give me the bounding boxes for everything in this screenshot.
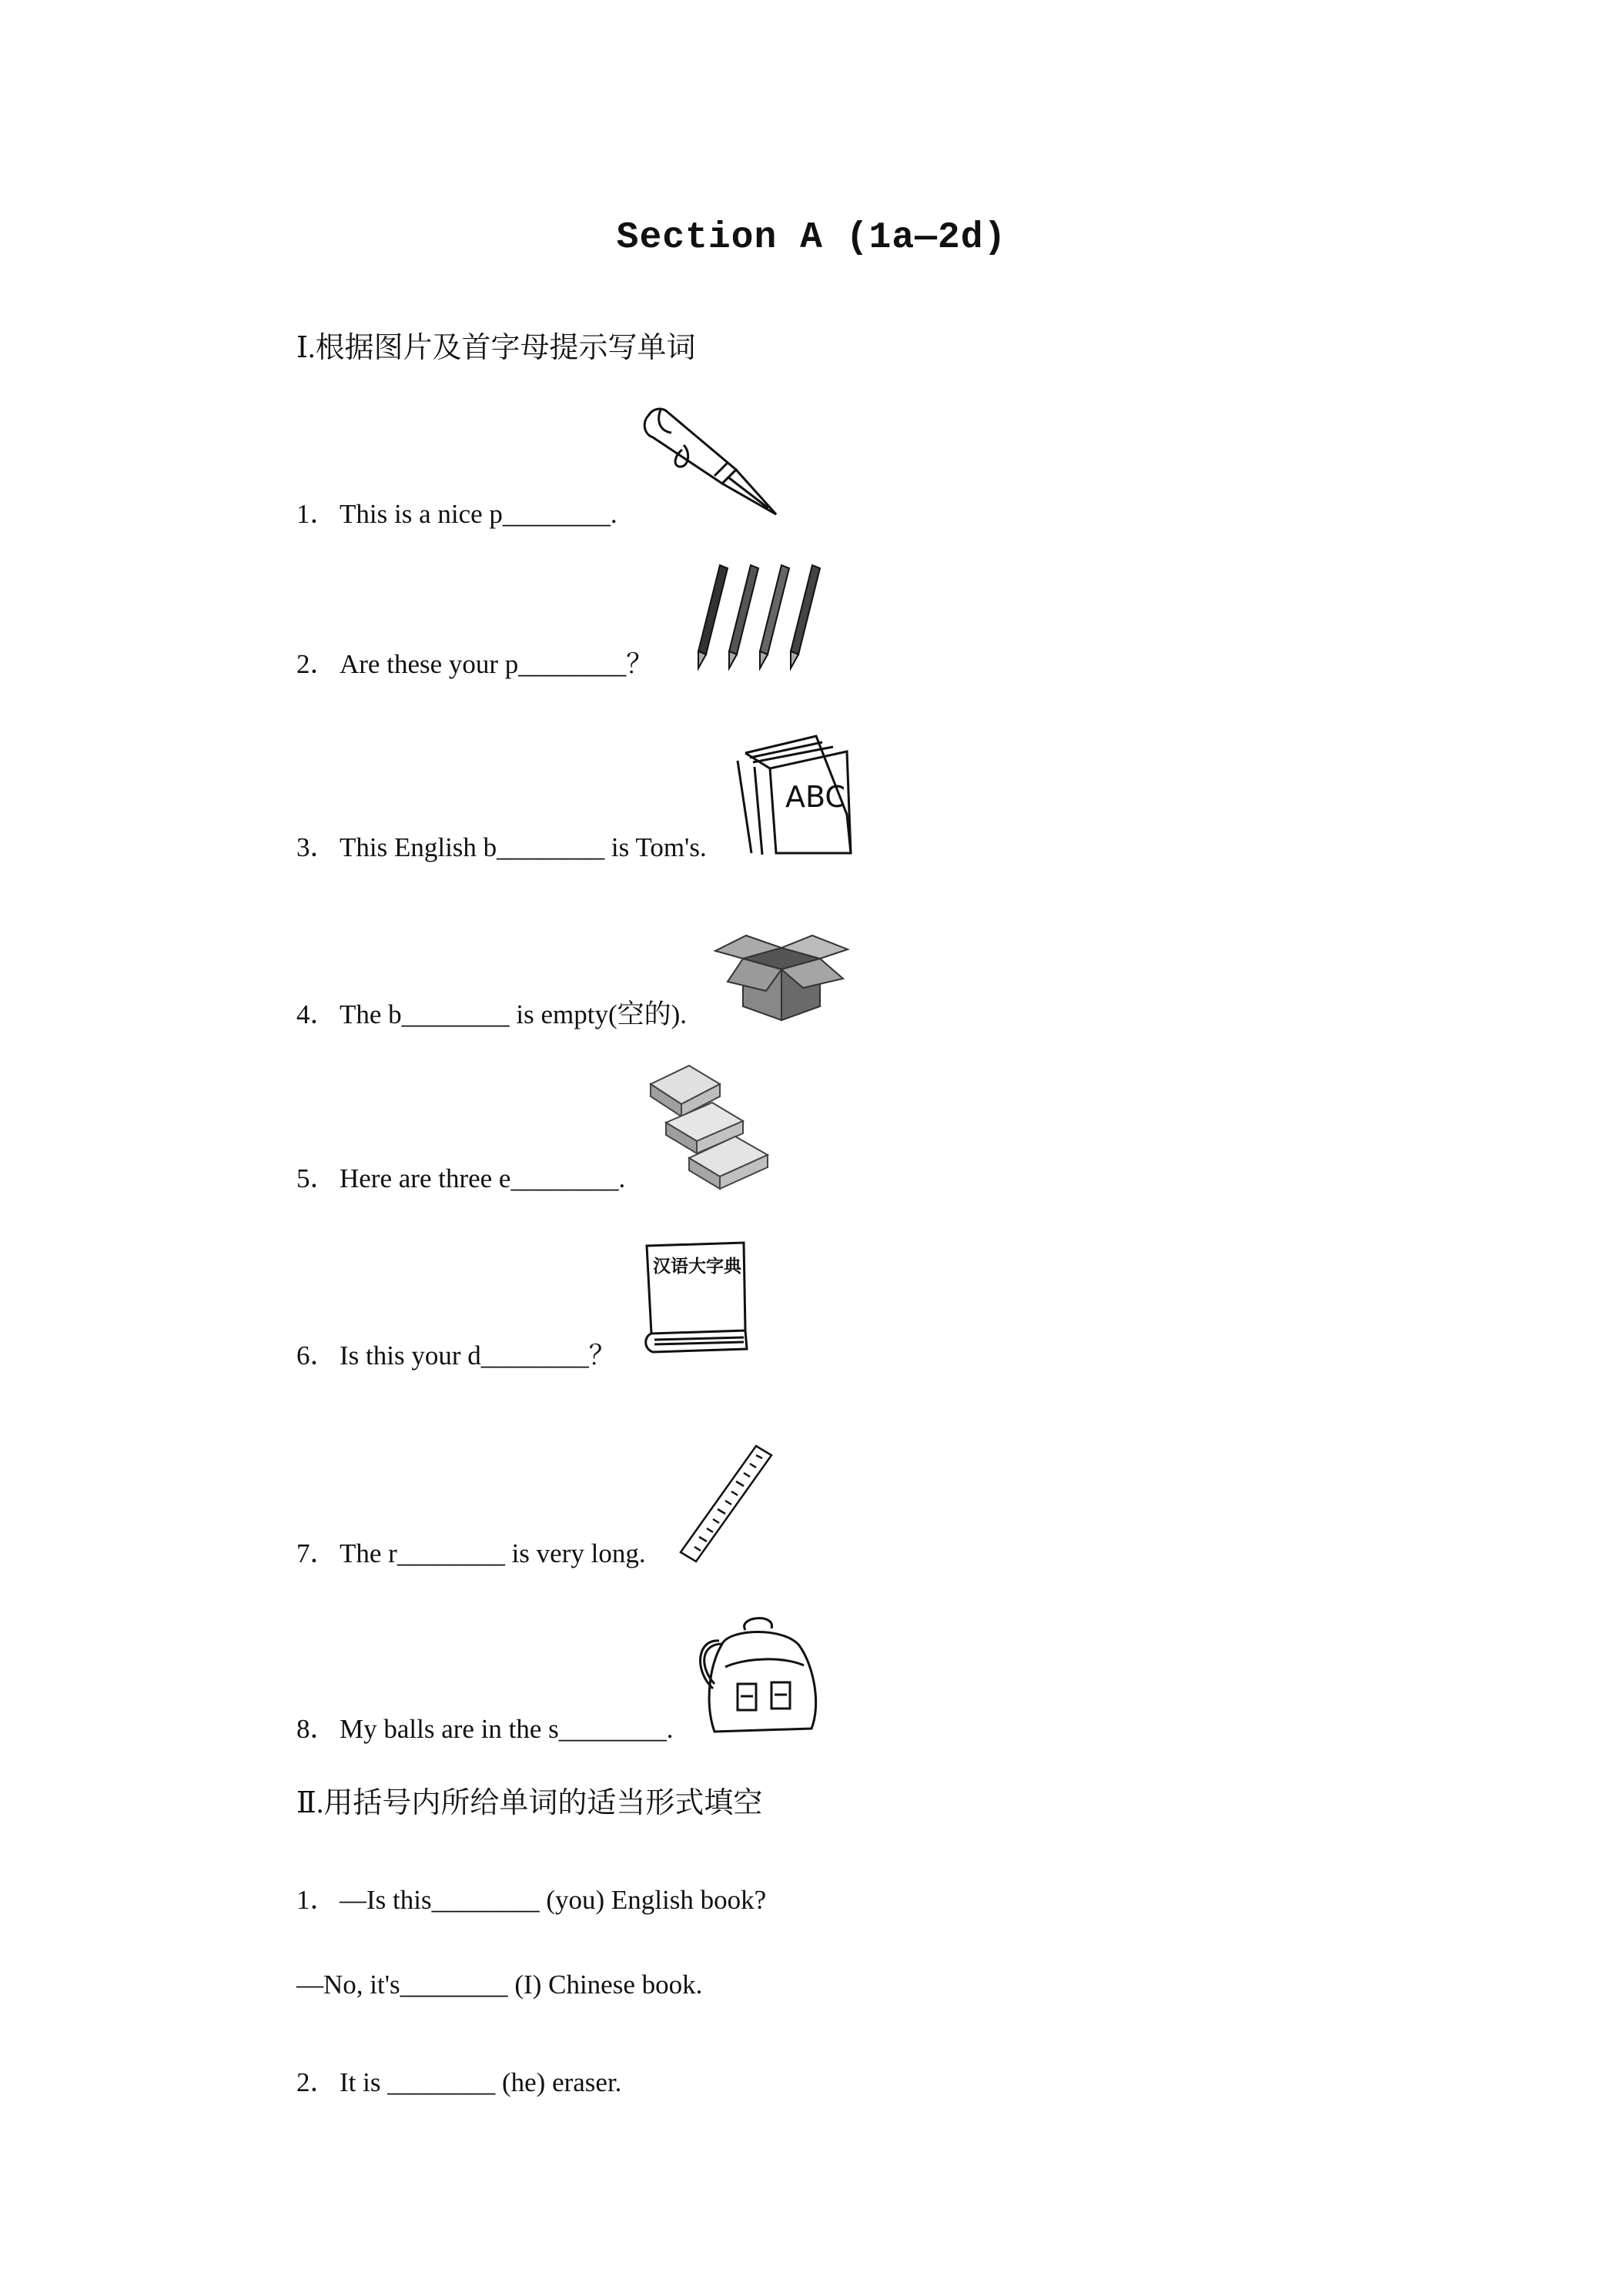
question-2 [296,643,653,681]
question-text: —No, it's________ (I) Chinese book. [296,1970,703,2000]
question-text: The b________ is empty(空的). [340,999,688,1029]
question-number: 6． [296,1340,337,1371]
fountain-pen-icon [637,399,791,522]
question-6 [296,1334,616,1373]
question-text: Are these your p________？ [340,649,654,679]
question-5 [296,1157,625,1196]
question-number: 3． [296,832,337,862]
question-number: 4． [296,999,337,1029]
book-icon [731,730,862,861]
fill-in-1 [296,1879,766,1917]
fill-in-1-reply [296,1970,702,2000]
question-text: —Is this________ (you) English book? [340,1885,767,1915]
question-text: My balls are in the s________. [340,1714,674,1744]
book-cover-text: ABC [785,780,845,814]
question-text: This English b________ is Tom's. [340,832,707,862]
question-number: 1． [296,499,337,529]
part2-heading: Ⅱ.用括号内所给单词的适当形式填空 [296,1787,763,1819]
question-7 [296,1532,646,1571]
fill-in-2 [296,2061,621,2100]
question-text: Is this your d________？ [340,1340,616,1371]
question-text: The r________ is very long. [340,1538,646,1568]
dictionary-cover-text: 汉语大字典 [653,1257,741,1277]
question-8 [296,1708,674,1746]
question-3 [296,826,707,865]
page-title: Section A (1a—2d) [616,217,1007,259]
question-number: 2． [296,649,337,679]
dictionary-icon [639,1240,751,1359]
part1-heading: Ⅰ.根据图片及首字母提示写单词 [296,332,696,364]
question-number: 7． [296,1538,337,1568]
erasers-icon [643,1061,778,1192]
question-number: 1． [296,1885,337,1915]
question-4 [296,993,687,1032]
question-number: 8． [296,1714,337,1744]
schoolbag-icon [691,1613,826,1740]
question-text: This is a nice p________. [340,499,617,529]
question-text: Here are three e________. [340,1163,626,1193]
pencils-icon [689,561,835,676]
question-text: It is ________ (he) eraser. [340,2067,622,2097]
question-1 [296,493,617,531]
ruler-icon [670,1441,778,1565]
box-icon [712,920,851,1028]
question-number: 5． [296,1163,337,1193]
question-number: 2． [296,2067,337,2097]
